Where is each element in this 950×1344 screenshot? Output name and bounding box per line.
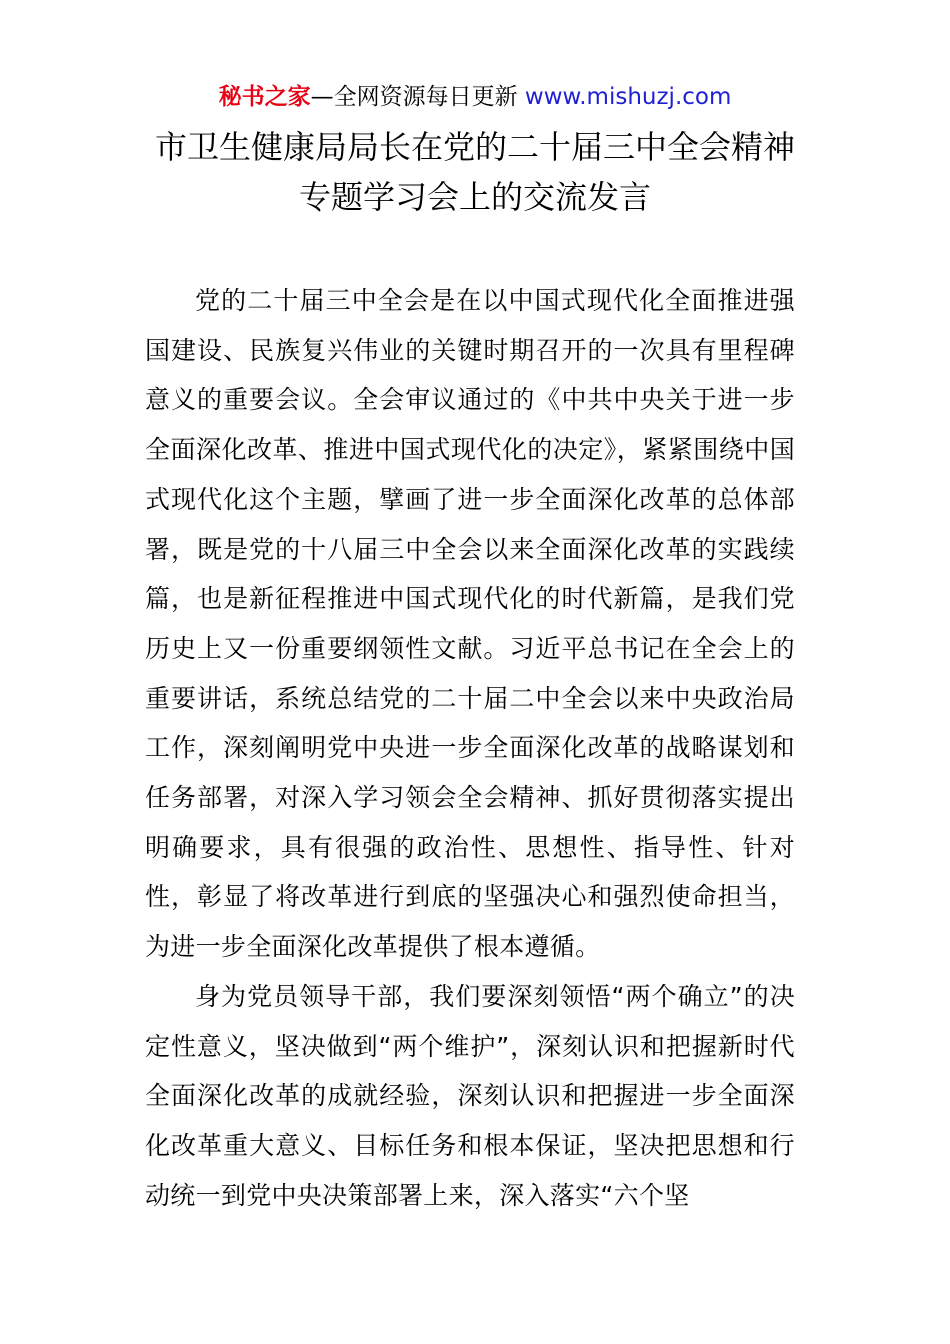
body-paragraph-2: 身为党员领导干部，我们要深刻领悟“两个确立”的决定性意义，坚决做到“两个维护”，深刻认识和把握新时代全面深化改革的成就经验，深刻认识和把握进一步全面深化改革重大意义、目标任务和根本保证，坚决把思想和行动统一到党中央决策部署上来，深入落实“六个坚 [145, 981, 795, 1210]
site-slogan: —全网资源每日更新 [310, 84, 525, 110]
document-title [0, 122, 950, 222]
site-header [0, 80, 950, 114]
site-url-link[interactable]: www.mishuzj.com [524, 84, 732, 110]
document-title-line-1: 市卫生健康局局长在党的二十届三中全会精神 [154, 128, 795, 166]
document-body [145, 276, 795, 1220]
site-name: 秘书之家 [218, 84, 311, 110]
document-title-line-2: 专题学习会上的交流发言 [298, 178, 651, 216]
body-paragraph-1: 党的二十届三中全会是在以中国式现代化全面推进强国建设、民族复兴伟业的关键时期召开的一次具有里程碑意义的重要会议。全会审议通过的《中共中央关于进一步全面深化改革、推进中国式现代化的决定》，紧紧围绕中国式现代化这个主题，擘画了进一步全面深化改革的总体部署，既是党的十八届三中全会以来全面深化改革的实践续篇，也是新征程推进中国式现代化的时代新篇，是我们党历史上又一份重要纲领性文献。习近平总书记在全会上的重要讲话，系统总结党的二十届二中全会以来中央政治局工作，深刻阐明党中央进一步全面深化改革的战略谋划和任务部署，对深入学习领会全会精神、抓好贯彻落实提出明确要求，具有很强的政治性、思想性、指导性、针对性，彰显了将改革进行到底的坚强决心和强烈使命担当，为进一步全面深化改革提供了根本遵循。 [145, 286, 795, 962]
